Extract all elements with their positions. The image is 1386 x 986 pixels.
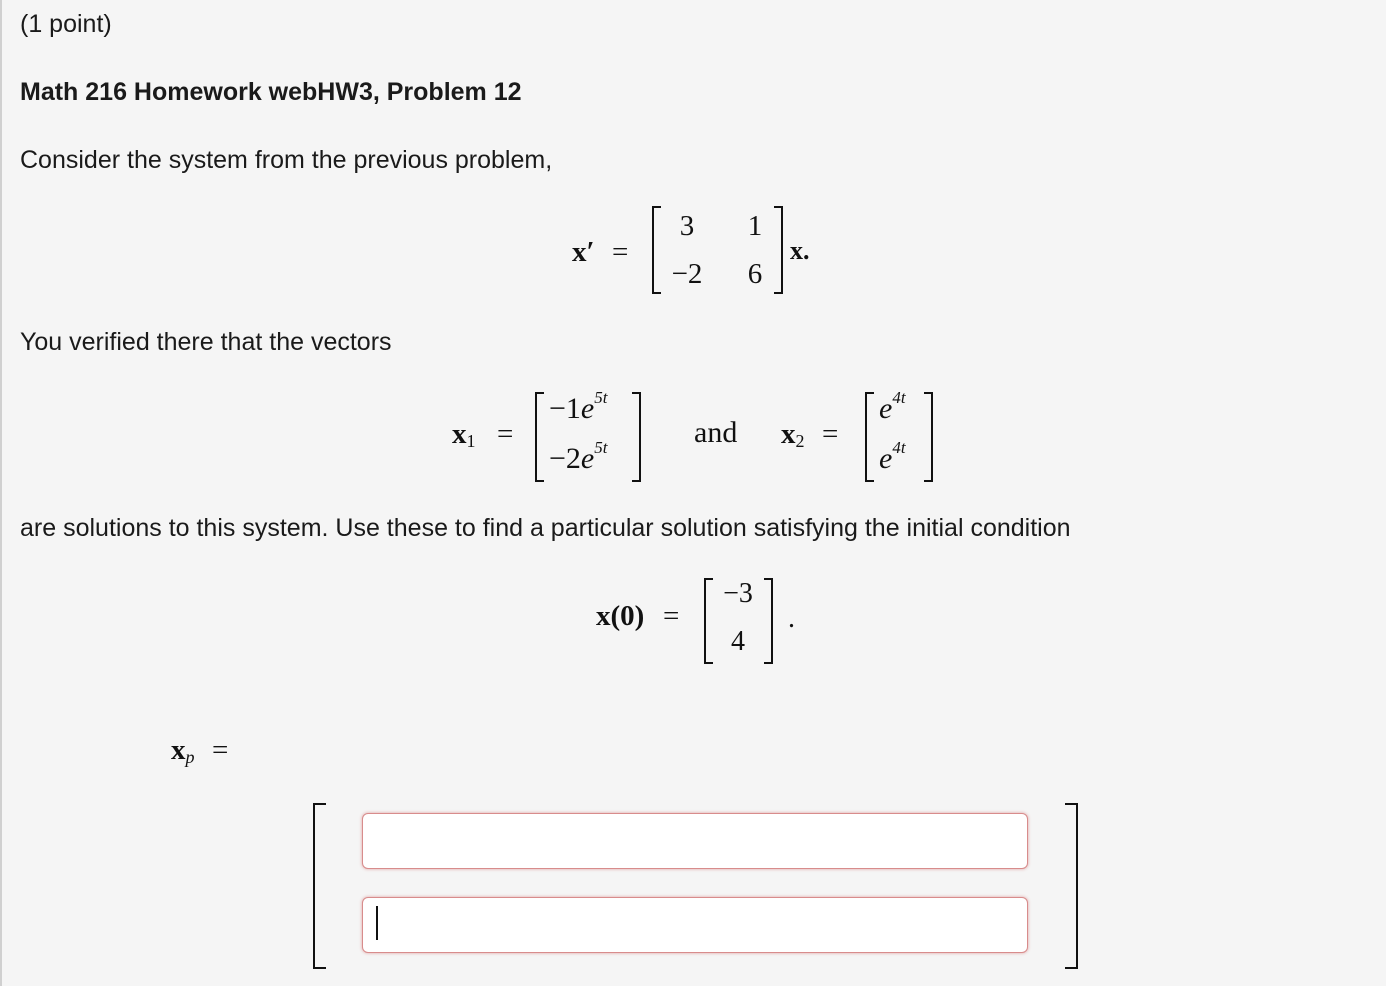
right-bracket	[632, 392, 641, 482]
x-prime: x′	[572, 236, 595, 268]
answer-input-2[interactable]	[362, 897, 1028, 953]
solutions-text: are solutions to this system. Use these to find a particular solution satisfying the initial condition	[20, 514, 1071, 542]
right-bracket	[774, 206, 783, 294]
equals-sign: =	[612, 236, 629, 268]
x-vector: x.	[790, 236, 810, 265]
x2-entry: $e^{4t}$	[879, 388, 906, 425]
vector-cell: −3	[723, 578, 753, 609]
points-label: (1 point)	[20, 10, 112, 38]
matrix-cell: 1	[747, 210, 763, 242]
x1-entry: $-2e^{5t}$	[549, 438, 608, 475]
xp-label: $x_p$	[171, 734, 195, 767]
x2-entry: $e^{4t}$	[879, 438, 906, 475]
period: .	[788, 603, 795, 634]
left-bracket	[535, 392, 544, 482]
intro-text: Consider the system from the previous problem,	[20, 146, 553, 174]
problem-title: Math 216 Homework webHW3, Problem 12	[20, 78, 522, 106]
vector-cell: 4	[731, 626, 745, 657]
matrix-cell: 3	[679, 210, 695, 242]
equals-sign: =	[663, 600, 680, 632]
and-word: and	[694, 416, 738, 449]
equals-sign: =	[822, 418, 839, 450]
equals-sign: =	[497, 418, 514, 450]
x2-label: $x_2$	[781, 418, 805, 451]
answer-input-1[interactable]	[362, 813, 1028, 869]
text-caret	[376, 906, 378, 940]
equals-sign: =	[212, 734, 229, 766]
left-bracket	[652, 206, 661, 294]
x1-entry: $-1e^{5t}$	[549, 388, 608, 425]
left-border	[0, 0, 2, 986]
left-bracket	[865, 392, 874, 482]
x1-label: $x_1$	[452, 418, 476, 451]
left-bracket	[313, 803, 326, 969]
matrix-cell: 6	[747, 258, 763, 290]
right-bracket	[764, 578, 773, 664]
verified-text: You verified there that the vectors	[20, 328, 392, 356]
right-bracket	[924, 392, 933, 482]
right-bracket	[1065, 803, 1078, 969]
matrix-cell: −2	[671, 258, 703, 290]
x0-label: x(0)	[596, 600, 645, 632]
